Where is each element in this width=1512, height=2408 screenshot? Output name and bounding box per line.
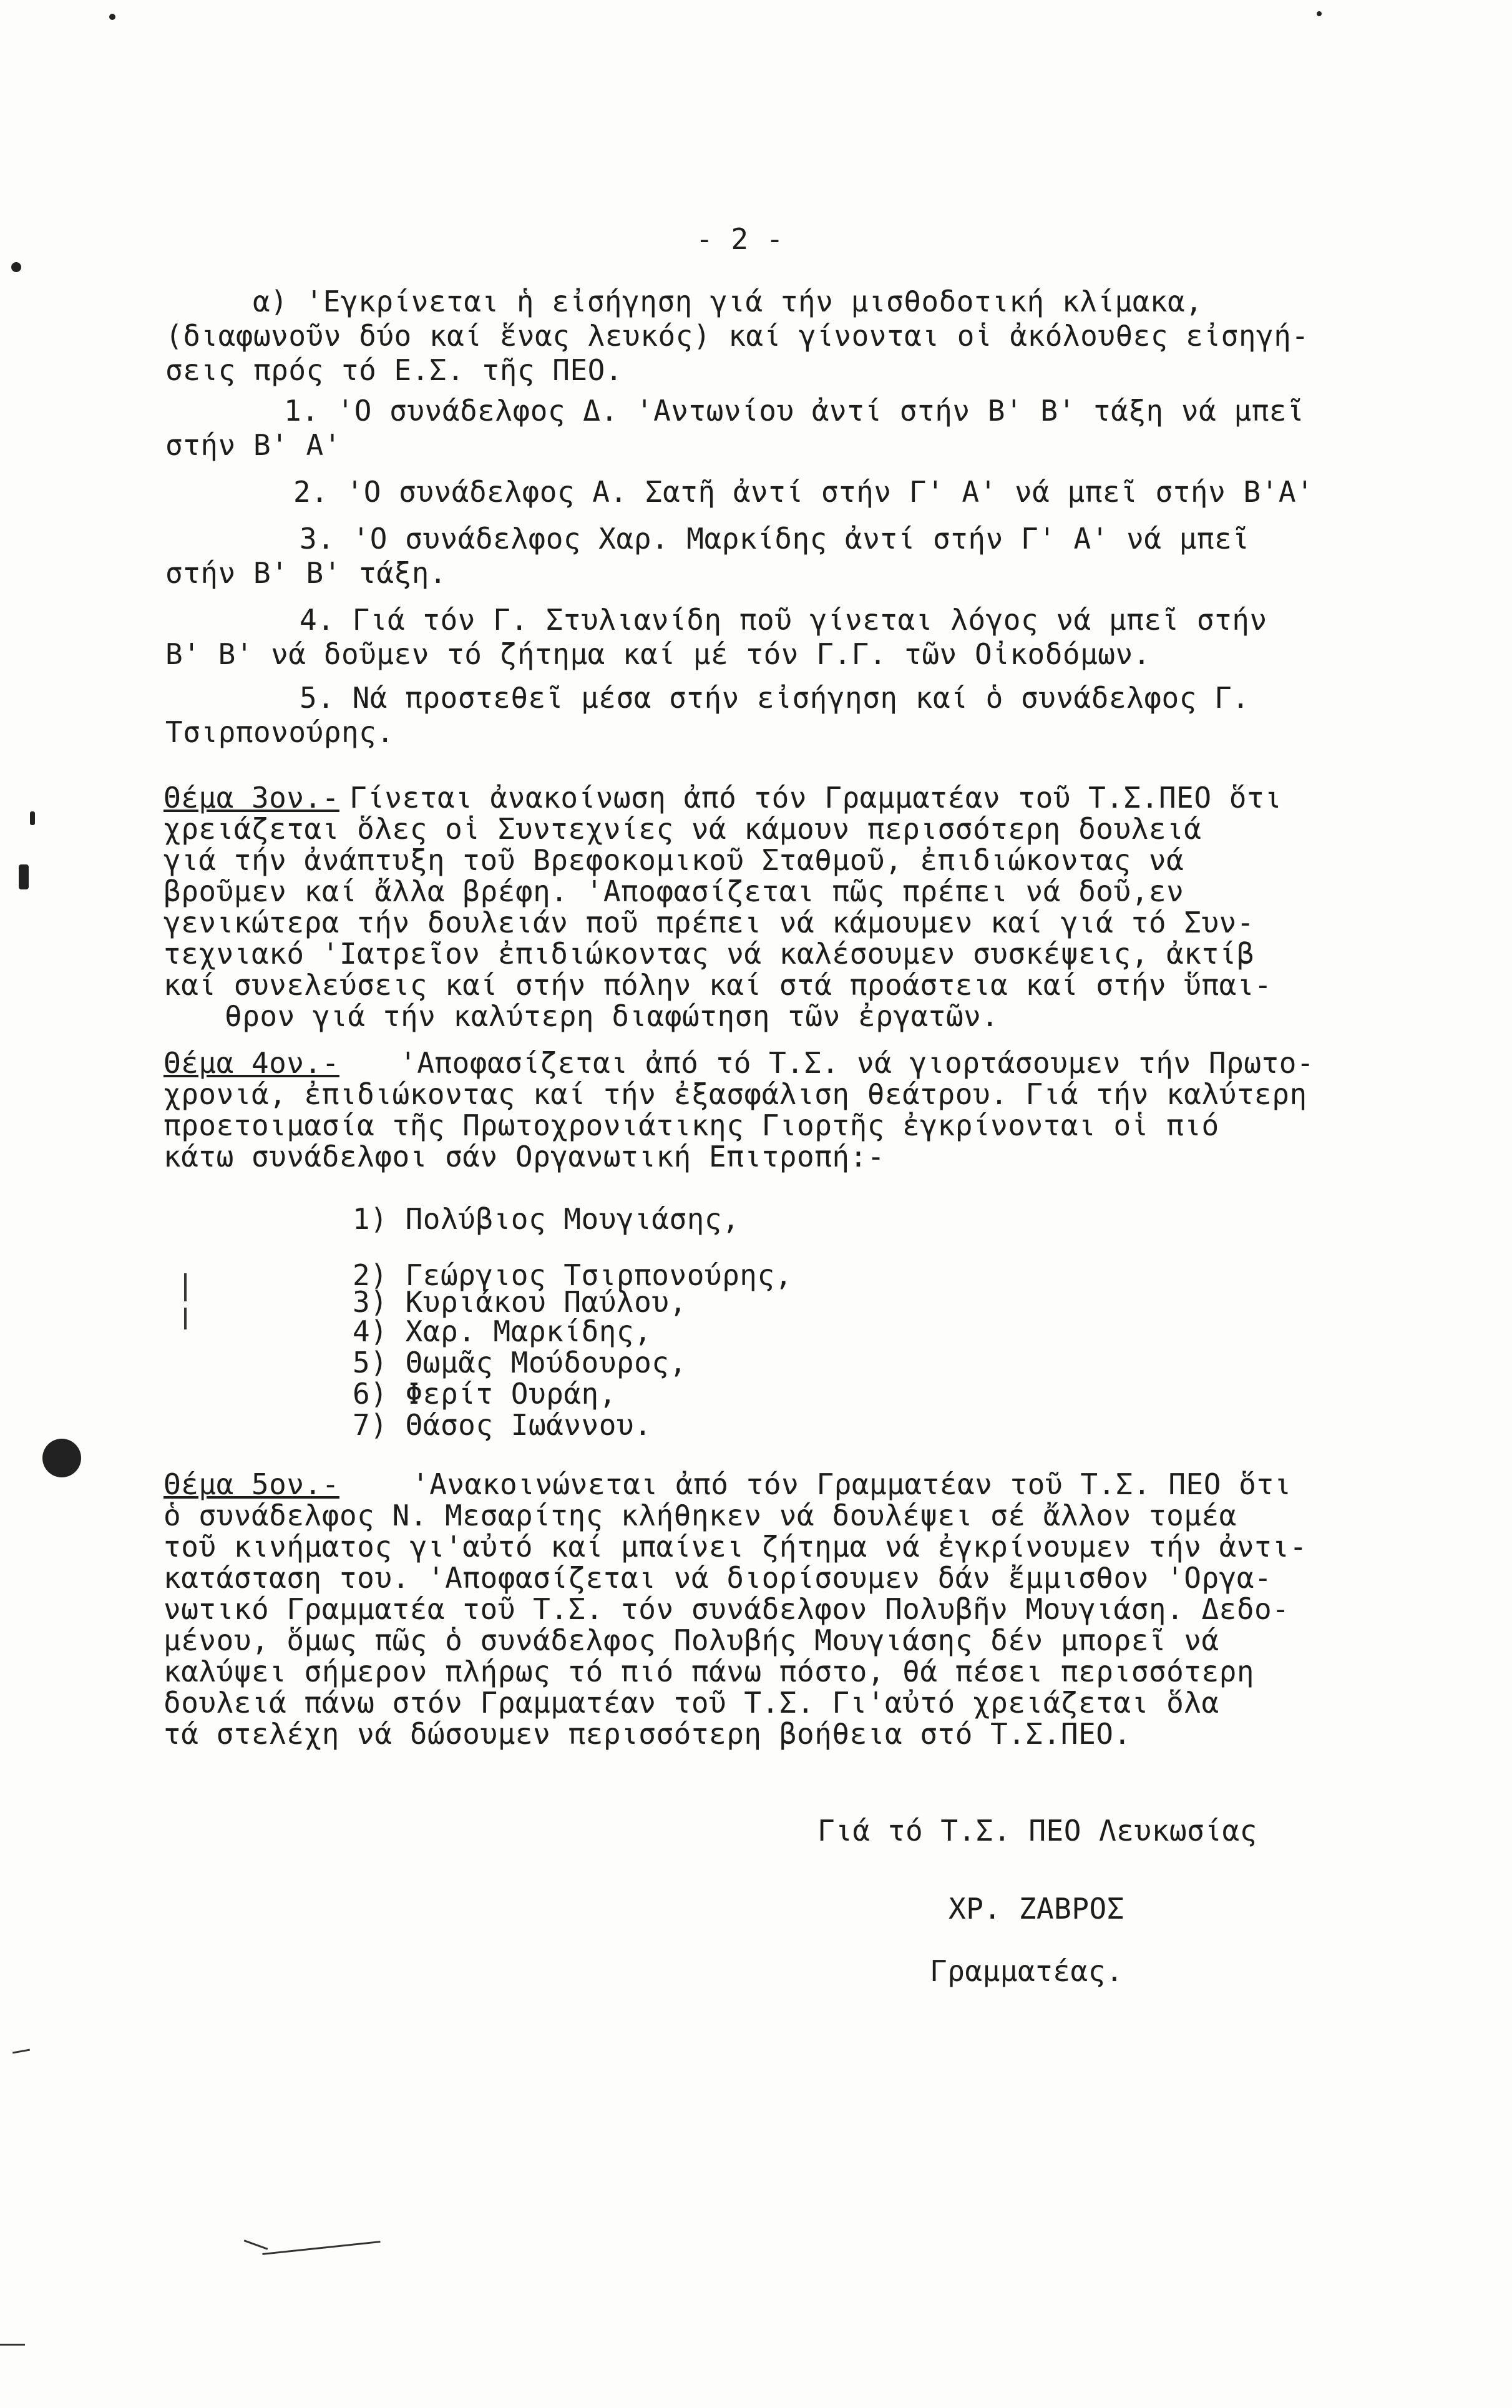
thema-5-line-8: δουλειά πάνω στόν Γραμματέαν τοῦ Τ.Σ. Γι'αὐτό χρειάζεται ὅλα xyxy=(163,1686,1219,1720)
scan-speck xyxy=(11,262,21,272)
item-4-line-1: 4. Γιά τόν Γ. Στυλιανίδη ποῦ γίνεται λόγος νά μπεῖ στήν xyxy=(300,603,1267,637)
thema-5-line-9: τά στελέχη νά δώσουμεν περισσότερη βοήθεια στό Τ.Σ.ΠΕΟ. xyxy=(163,1717,1131,1751)
thema-3-line-8: θρον γιά τήν καλύτερη διαφώτηση τῶν ἐργατῶν. xyxy=(225,999,999,1033)
item-3-line-2: στήν Β' Β' τάξη. xyxy=(165,556,447,590)
thema-3-line-7: καί συνελεύσεις καί στήν πόλην καί στά προάστεια καί στήν ὕπαι- xyxy=(163,968,1272,1002)
thema-5-line-5: νωτικό Γραμματέα τοῦ Τ.Σ. τόν συνάδελφον Πολυβῆν Μουγιάση. Δεδο- xyxy=(163,1592,1290,1626)
scan-mark xyxy=(184,1273,187,1301)
scan-scratch xyxy=(262,2241,380,2255)
thema-5-label: Θέμα 5ον.- xyxy=(163,1467,339,1501)
committee-member-7: 7) Θάσος Ιωάννου. xyxy=(353,1408,652,1442)
item-5-line-1: 5. Νά προστεθεῖ μέσα στήν εἰσήγηση καί ὁ συνάδελφος Γ. xyxy=(300,681,1250,715)
scan-scratch xyxy=(244,2239,268,2250)
signature-title: Γραμματέας. xyxy=(930,1954,1124,1988)
committee-member-4: 4) Χαρ. Μαρκίδης, xyxy=(353,1314,652,1348)
committee-member-1: 1) Πολύβιος Μουγιάσης, xyxy=(353,1202,740,1236)
thema-5-line-7: καλύψει σήμερον πλήρως τό πιό πάνω πόστο, θά πέσει περισσότερη xyxy=(163,1655,1255,1688)
signature-name: ΧΡ. ΖΑΒΡΟΣ xyxy=(949,1892,1124,1926)
thema-3-line-4: βροῦμεν καί ἄλλα βρέφη. 'Αποφασίζεται πῶς πρέπει νά δοῦ,εν xyxy=(163,874,1184,908)
thema-5-line-6: μένου, ὅμως πῶς ὁ συνάδελφος Πολυβής Μουγιάσης δέν μπορεῖ νά xyxy=(163,1623,1219,1657)
item-1-line-1: 1. 'Ο συνάδελφος Δ. 'Αντωνίου ἀντί στήν Β' Β' τάξη νά μπεῖ xyxy=(284,394,1305,428)
item-4-line-2: Β' Β' νά δοῦμεν τό ζήτημα καί μέ τόν Γ.Γ. τῶν Οἰκοδόμων. xyxy=(165,637,1151,671)
thema-4-line-2: χρονιά, ἐπιδιώκοντας καί τήν ἐξασφάλιση θεάτρου. Γιά τήν καλύτερη xyxy=(163,1077,1307,1111)
committee-member-6: 6) Φερίτ Ουράη, xyxy=(353,1377,617,1411)
thema-3-line-1: Γίνεται ἀνακοίνωση ἀπό τόν Γραμματέαν τοῦ Τ.Σ.ΠΕΟ ὅτι xyxy=(349,781,1282,815)
item-2-line-1: 2. 'Ο συνάδελφος Α. Σατῆ ἀντί στήν Γ' Α' νά μπεῖ στήν Β'Α' xyxy=(293,475,1314,509)
section-a-line-1: α) 'Εγκρίνεται ἡ εἰσήγηση γιά τήν μισθοδοτική κλίμακα, xyxy=(253,285,1203,318)
thema-5-line-3: τοῦ κινήματος γι'αὐτό καί μπαίνει ζήτημα νά ἐγκρίνουμεν τήν ἀντι- xyxy=(163,1530,1307,1564)
scan-scratch xyxy=(0,2344,25,2346)
committee-member-5: 5) Θωμᾶς Μούδουρος, xyxy=(353,1346,687,1379)
scan-mark xyxy=(184,1308,187,1329)
section-a-line-3: σεις πρός τό Ε.Σ. τῆς ΠΕΟ. xyxy=(165,353,623,387)
thema-4-line-3: προετοιμασία τῆς Πρωτοχρονιάτικης Γιορτῆς ἐγκρίνονται οἱ πιό xyxy=(163,1109,1219,1142)
scan-scratch xyxy=(12,2049,30,2054)
thema-3-line-6: τεχνιακό 'Ιατρεῖον ἐπιδιώκοντας νά καλέσουμεν συσκέψεις, ἀκτίβ xyxy=(163,937,1255,971)
scan-speck xyxy=(1317,11,1322,16)
item-1-line-2: στήν Β' Α' xyxy=(165,428,341,462)
item-3-line-1: 3. 'Ο συνάδελφος Χαρ. Μαρκίδης ἀντί στήν Γ' Α' νά μπεῖ xyxy=(300,522,1250,556)
scan-speck xyxy=(30,811,35,825)
committee-member-3: 3) Κυριάκου Παύλου, xyxy=(353,1285,687,1319)
thema-4-line-4: κάτω συνάδελφοι σάν Οργανωτική Επιτροπή:- xyxy=(163,1140,885,1173)
thema-5-line-1: 'Ανακοινώνεται ἀπό τόν Γραμματέαν τοῦ Τ.Σ. ΠΕΟ ὅτι xyxy=(412,1467,1292,1501)
scan-speck xyxy=(19,864,29,889)
thema-3-line-2: χρειάζεται ὅλες οἱ Συντεχνίες νά κάμουν περισσότερη δουλειά xyxy=(163,812,1202,846)
scan-speck xyxy=(109,14,115,20)
signature-for-line: Γιά τό Τ.Σ. ΠΕΟ Λευκωσίας xyxy=(817,1814,1257,1848)
thema-5-line-4: κατάσταση του. 'Αποφασίζεται νά διορίσουμεν δάν ἔμμισθον 'Οργα- xyxy=(163,1561,1272,1595)
thema-3-line-5: γενικώτερα τήν δουλειάν ποῦ πρέπει νά κάμουμεν καί γιά τό Συν- xyxy=(163,906,1255,939)
thema-5-line-2: ὁ συνάδελφος Ν. Μεσαρίτης κλήθηκεν νά δουλέψει σέ ἄλλον τομέα xyxy=(163,1499,1237,1532)
thema-4-label: Θέμα 4ον.- xyxy=(163,1046,339,1080)
item-5-line-2: Τσιρπονούρης. xyxy=(165,715,394,749)
thema-4-line-1: 'Αποφασίζεται ἀπό τό Τ.Σ. νά γιορτάσουμεν τήν Πρωτο- xyxy=(399,1046,1315,1080)
thema-3-line-3: γιά τήν ἀνάπτυξη τοῦ Βρεφοκομικοῦ Σταθμοῦ, ἐπιδιώκοντας νά xyxy=(163,843,1184,877)
scan-hole-mark xyxy=(42,1439,81,1477)
committee-member-2: 2) Γεώργιος Τσιρπονούρης, xyxy=(353,1258,793,1292)
page-number: - 2 - xyxy=(696,222,784,256)
section-a-line-2: (διαφωνοῦν δύο καί ἕνας λευκός) καί γίνονται οἱ ἀκόλουθες εἰσηγή- xyxy=(165,319,1309,353)
thema-3-label: Θέμα 3ον.- xyxy=(163,781,339,815)
